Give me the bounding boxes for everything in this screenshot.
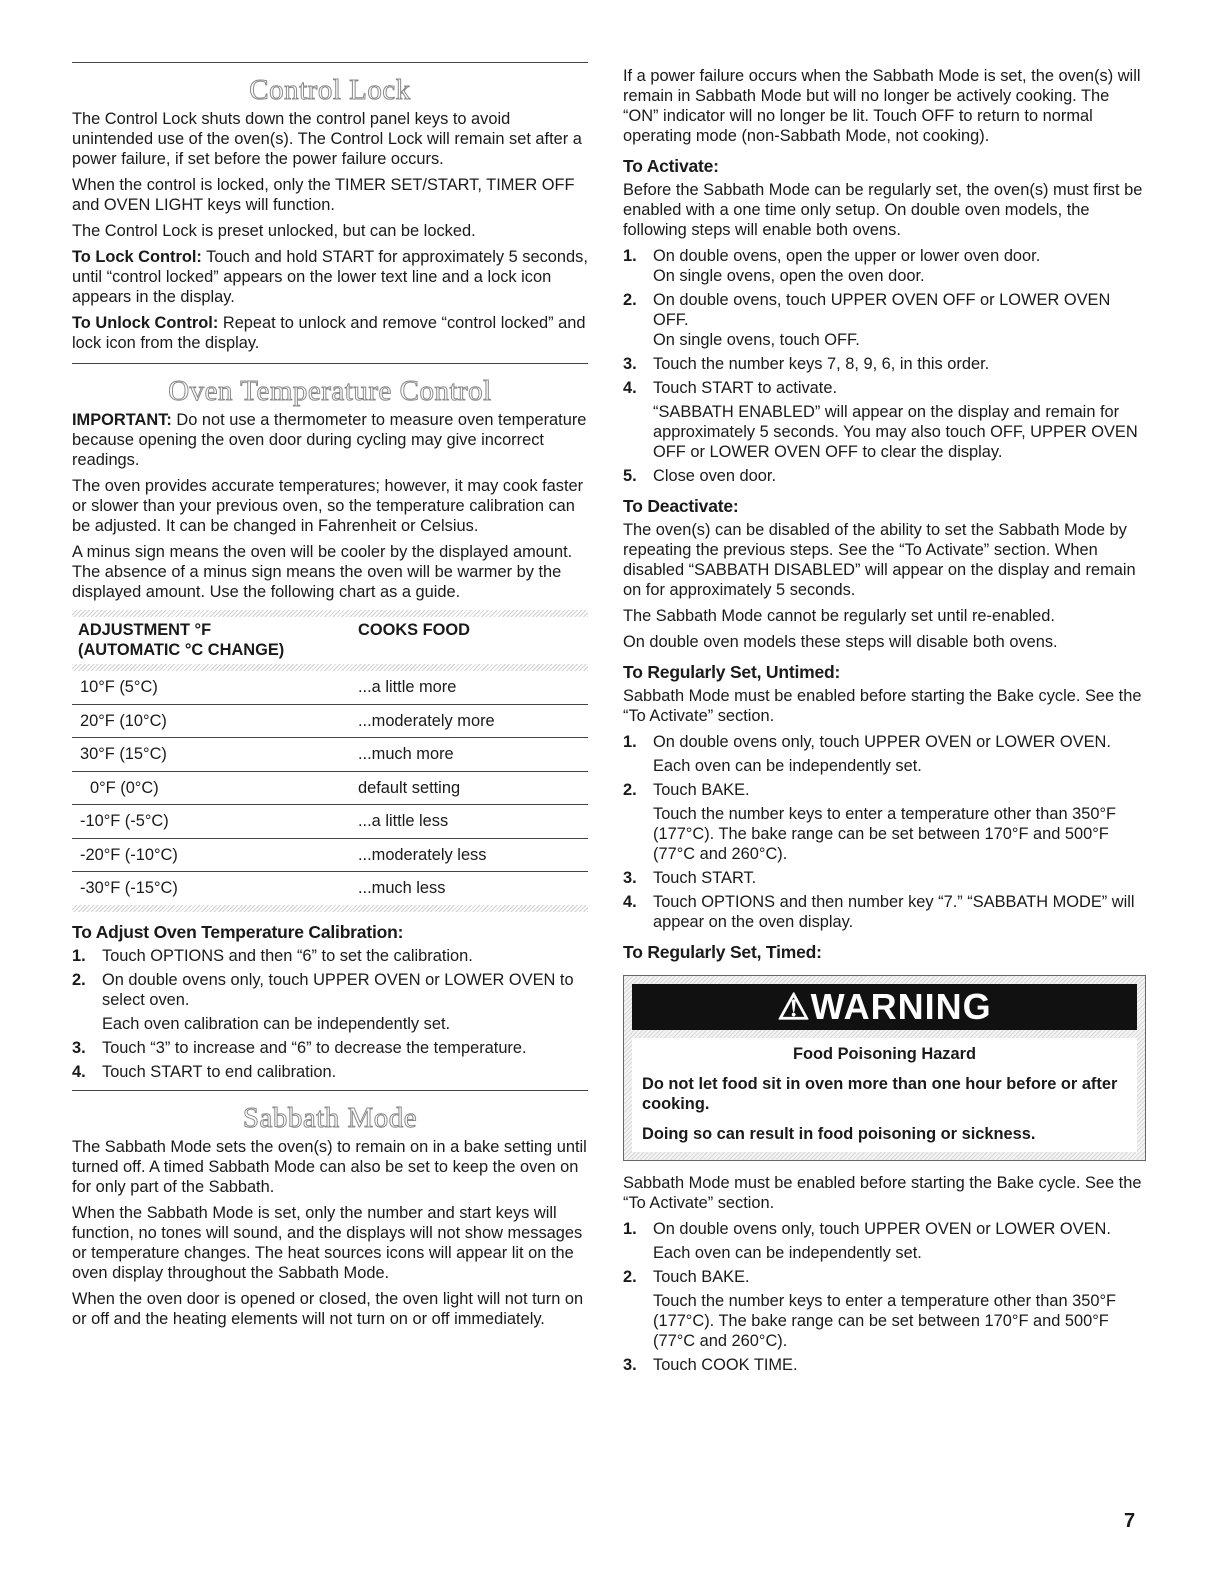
chart-body (72, 671, 588, 905)
page-number: 7 (1124, 1510, 1136, 1532)
step-text: On double ovens, open the upper or lower oven door. (653, 247, 1041, 265)
step-item (623, 378, 1146, 462)
adjustment-cell: 30°F (15°C) (80, 745, 167, 764)
section-title-oven-temperature: Oven Temperature Control (168, 375, 492, 407)
lock-control-label: To Lock Control: (72, 248, 202, 266)
step-text: Touch the number keys 7, 8, 9, 6, in this order. (653, 355, 990, 373)
step-number: 2. (72, 970, 86, 989)
step-subtext: Touch the number keys to enter a temperature other than 350°F (177°C). The bake range can be set between 170°F and 500°F (77°C and 260°C). (653, 805, 1117, 863)
paragraph: The Control Lock is preset unlocked, but can be locked. (72, 222, 476, 240)
step-number: 4. (623, 379, 637, 397)
cooks-food-cell: default setting (358, 778, 461, 797)
untimed-steps (623, 732, 1146, 932)
warning-box (623, 975, 1146, 1161)
paragraph: The oven provides accurate temperatures; however, it may cook faster or slower than your previous oven, so the temperature calibration can be adjusted. It can be changed in Fahrenheit or Celsius. (72, 477, 584, 535)
step-text: Touch START to end calibration. (102, 1062, 337, 1081)
step-text: Touch OPTIONS and then number key “7.” “SABBATH MODE” will appear on the oven display. (653, 893, 1135, 931)
step-item (623, 1267, 1146, 1351)
chart-header-cooks-food: COOKS FOOD (358, 621, 471, 639)
deactivate-heading: To Deactivate: (623, 496, 739, 516)
step-item (623, 732, 1146, 776)
step-item (623, 1355, 1146, 1375)
step-number: 3. (623, 1356, 637, 1374)
step-item (72, 970, 588, 1034)
paragraph: Sabbath Mode must be enabled before starting the Bake cycle. See the “To Activate” section. (623, 687, 1142, 725)
unlock-control-label: To Unlock Control: (72, 314, 219, 332)
activate-heading: To Activate: (623, 156, 719, 176)
chart-row (72, 772, 588, 806)
chart-header-adjustment (78, 620, 358, 660)
important-label: IMPORTANT: (72, 411, 172, 429)
step-text: Touch OPTIONS and then “6” to set the calibration. (102, 946, 473, 965)
step-subtext: Touch the number keys to enter a temperature other than 350°F (177°C). The bake range can be set between 170°F and 500°F (77°C and 260°C). (653, 1292, 1117, 1350)
chart-header-adjustment-line2: (AUTOMATIC °C CHANGE) (78, 641, 285, 659)
warning-line: Doing so can result in food poisoning or sickness. (642, 1125, 1036, 1143)
step-number: 5. (623, 467, 637, 485)
step-item (623, 290, 1146, 350)
paragraph: When the oven door is opened or closed, the oven light will not turn on or off and the heating elements will not turn on or off immediately. (72, 1289, 584, 1328)
warning-line: Do not let food sit in oven more than one hour before or after cooking. (642, 1075, 1118, 1113)
section-divider (72, 363, 588, 364)
step-number: 2. (623, 781, 637, 799)
step-text: Close oven door. (653, 467, 777, 485)
step-number: 2. (623, 291, 637, 309)
warning-hazard-title: Food Poisoning Hazard (792, 1045, 977, 1063)
chart-header-border (72, 664, 588, 671)
chart-header-adjustment-line1: ADJUSTMENT °F (78, 621, 212, 639)
step-item (623, 354, 1146, 374)
step-text: Touch “3” to increase and “6” to decrease the temperature. (102, 1038, 527, 1057)
step-item (623, 868, 1146, 888)
step-text: Touch START. (653, 869, 757, 887)
section-title-control-lock: Control Lock (249, 74, 411, 106)
step-number: 4. (623, 893, 637, 911)
chart-row (72, 872, 588, 905)
step-item (72, 1062, 588, 1082)
chart-row (72, 738, 588, 772)
calibration-heading: To Adjust Oven Temperature Calibration: (72, 921, 404, 942)
step-text: On double ovens only, touch UPPER OVEN or LOWER OVEN to select oven. (102, 970, 574, 1009)
adjustment-cell: 20°F (10°C) (80, 711, 167, 730)
step-text: Touch START to activate. (653, 379, 838, 397)
chart-row (72, 839, 588, 873)
unlock-control-text: Repeat to unlock and remove “control locked” and lock icon from the display. (72, 314, 586, 352)
warning-body (632, 1038, 1137, 1152)
step-item (623, 1219, 1146, 1263)
step-item (72, 1038, 588, 1058)
adjustment-cell: -20°F (-10°C) (80, 845, 178, 864)
calibration-steps (72, 946, 588, 1082)
paragraph: A minus sign means the oven will be cooler by the displayed amount. The absence of a minus sign means the oven will be warmer by the displayed amount. Use the following chart as a guide. (72, 543, 573, 601)
section-title-sabbath-mode: Sabbath Mode (242, 1101, 418, 1134)
important-text: Do not use a thermometer to measure oven temperature because opening the oven door during cycling may give incorrect readings. (72, 411, 587, 469)
left-column (72, 62, 588, 1335)
step-text: Touch BAKE. (653, 1268, 750, 1286)
cooks-food-cell: ...moderately more (358, 711, 495, 730)
step-number: 1. (623, 733, 637, 751)
cooks-food-cell: ...much less (358, 879, 446, 898)
chart-bottom-border (72, 905, 588, 912)
step-number: 3. (623, 355, 637, 373)
step-text: Touch BAKE. (653, 781, 750, 799)
step-subtext: On single ovens, touch OFF. (653, 331, 860, 349)
cooks-food-cell: ...moderately less (358, 845, 487, 864)
step-item (623, 892, 1146, 932)
step-number: 1. (72, 946, 86, 965)
important-paragraph (72, 410, 588, 470)
section-divider (72, 1090, 588, 1091)
lock-control-text: Touch and hold START for approximately 5 seconds, until “control locked” appears on the lower text line and a lock icon appears in the display. (72, 248, 588, 306)
chart-row (72, 805, 588, 839)
step-number: 4. (72, 1062, 86, 1081)
step-item (623, 780, 1146, 864)
section-divider (72, 62, 588, 63)
timed-steps (623, 1219, 1146, 1375)
activate-steps (623, 246, 1146, 486)
chart-row (72, 705, 588, 739)
paragraph: On double oven models these steps will disable both ovens. (623, 633, 1058, 651)
step-item (72, 946, 588, 966)
paragraph: The Control Lock shuts down the control panel keys to avoid unintended use of the oven(s). The Control Lock will remain set after a power failure, if set before the power failure occurs. (72, 110, 582, 168)
cooks-food-cell: ...much more (358, 745, 454, 764)
step-subtext: On single ovens, open the oven door. (653, 267, 925, 285)
cooks-food-cell: ...a little more (358, 678, 457, 697)
calibration-chart (72, 610, 588, 912)
step-number: 3. (623, 869, 637, 887)
step-text: Touch COOK TIME. (653, 1356, 798, 1374)
paragraph: The Sabbath Mode cannot be regularly set until re-enabled. (623, 607, 1055, 625)
step-number: 2. (623, 1268, 637, 1286)
chart-top-border (72, 610, 588, 617)
step-subtext: “SABBATH ENABLED” will appear on the display and remain for approximately 5 seconds. You may also touch OFF, UPPER OVEN OFF or LOWER OVEN OFF to clear the display. (653, 403, 1138, 461)
untimed-heading: To Regularly Set, Untimed: (623, 662, 841, 682)
step-number: 3. (72, 1038, 86, 1057)
step-item (623, 466, 1146, 486)
lock-control-paragraph (72, 247, 588, 307)
step-subtext: Each oven can be independently set. (653, 757, 922, 775)
step-item (623, 246, 1146, 286)
step-subtext: Each oven can be independently set. (653, 1244, 922, 1262)
paragraph: When the control is locked, only the TIMER SET/START, TIMER OFF and OVEN LIGHT keys will function. (72, 176, 575, 214)
paragraph: Before the Sabbath Mode can be regularly set, the oven(s) must first be enabled with a one time only setup. On double oven models, the following steps will enable both ovens. (623, 181, 1143, 239)
paragraph: If a power failure occurs when the Sabbath Mode is set, the oven(s) will remain in Sabbath Mode but will no longer be actively cooking. The “ON” indicator will no longer be lit. Touch OFF to return to normal operating mode (non-Sabbath Mode, not cooking). (623, 67, 1141, 145)
cooks-food-cell: ...a little less (358, 812, 449, 831)
chart-header (72, 617, 588, 664)
paragraph: The oven(s) can be disabled of the ability to set the Sabbath Mode by repeating the previous steps. See the “To Activate” section. When disabled “SABBATH DISABLED” will appear on the display and remain on for approximately 5 seconds. (623, 521, 1136, 599)
step-text: On double ovens only, touch UPPER OVEN or LOWER OVEN. (653, 1220, 1111, 1238)
paragraph: Sabbath Mode must be enabled before starting the Bake cycle. See the “To Activate” section. (623, 1174, 1142, 1212)
paragraph: When the Sabbath Mode is set, only the number and start keys will function, no tones will sound, and the displays will not show messages or temperature changes. The heat sources icons will appear lit on the oven display throughout the Sabbath Mode. (72, 1203, 583, 1282)
right-column (623, 66, 1146, 1381)
paragraph: The Sabbath Mode sets the oven(s) to remain on in a bake setting until turned off. A timed Sabbath Mode can also be set to keep the oven on for only part of the Sabbath. (72, 1137, 587, 1196)
warning-banner: ⚠WARNING (632, 984, 1137, 1030)
step-text: On double ovens only, touch UPPER OVEN or LOWER OVEN. (653, 733, 1111, 751)
adjustment-cell: 0°F (0°C) (90, 778, 159, 797)
unlock-control-paragraph (72, 313, 588, 353)
adjustment-cell: -10°F (-5°C) (80, 812, 169, 831)
step-text: On double ovens, touch UPPER OVEN OFF or LOWER OVEN OFF. (653, 291, 1111, 329)
step-subtext: Each oven calibration can be independently set. (102, 1014, 451, 1033)
step-number: 1. (623, 247, 637, 265)
adjustment-cell: 10°F (5°C) (80, 678, 158, 697)
chart-row (72, 671, 588, 705)
timed-heading: To Regularly Set, Timed: (623, 942, 822, 962)
step-number: 1. (623, 1220, 637, 1238)
adjustment-cell: -30°F (-15°C) (80, 879, 178, 898)
